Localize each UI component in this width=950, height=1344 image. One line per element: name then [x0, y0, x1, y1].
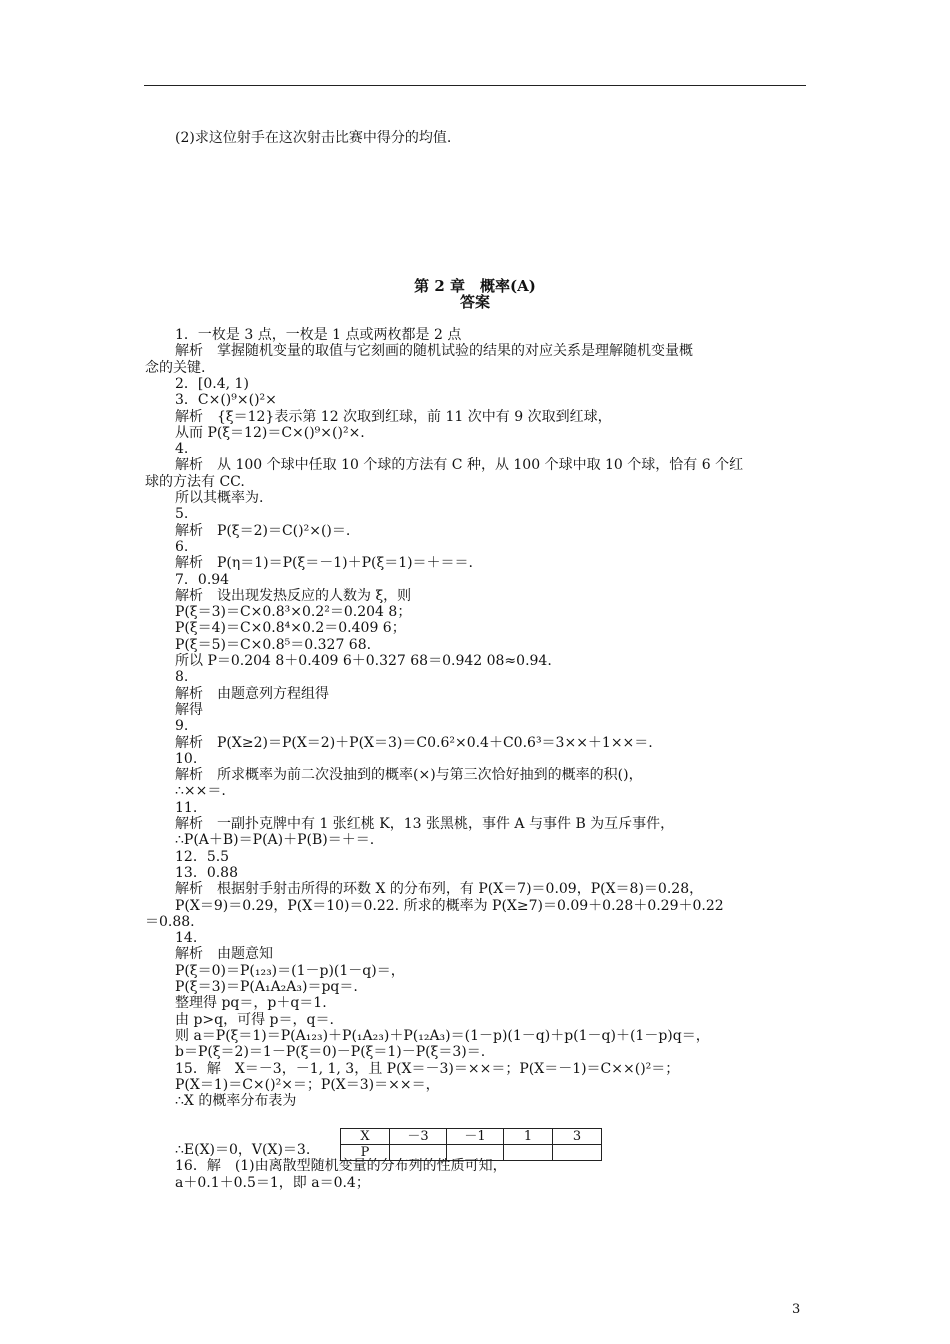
- answer-line: a＋0.1＋0.5＝1，即 a＝0.4；: [175, 1174, 370, 1191]
- answer-line: 6.: [175, 538, 189, 555]
- answer-line: 解析 从 100 个球中任取 10 个球的方法有 C 种，从 100 个球中取 10 个球，恰有 6 个红: [175, 457, 744, 474]
- answer-line: 所以 P＝0.204 8＋0.409 6＋0.327 68＝0.942 08≈0.94.: [175, 653, 552, 669]
- answer-line: 解析 根据射手射击所得的环数 X 的分布列，有 P(X＝7)＝0.09，P(X＝8)＝0.28，: [175, 881, 704, 898]
- table-cell: －1: [447, 1129, 504, 1145]
- answer-line: 从而 P(ξ＝12)＝C×()⁹×()²×.: [175, 424, 365, 441]
- answer-line: 解析 掌握随机变量的取值与它刻画的随机试验的结果的对应关系是理解随机变量概: [175, 343, 693, 360]
- answer-line: 10.: [175, 750, 198, 767]
- table-cell: X: [341, 1129, 390, 1145]
- answer-line: 15．解 X＝－3，－1, 1, 3，且 P(X＝－3)＝××＝；P(X＝－1)＝C××()²＝；: [175, 1060, 680, 1077]
- answer-line: P(X＝9)＝0.29，P(X＝10)＝0.22. 所求的概率为 P(X≥7)＝0.09＋0.28＋0.29＋0.22: [175, 897, 724, 914]
- answer-line: 念的关键.: [145, 359, 206, 376]
- answer-line: 14.: [175, 930, 198, 947]
- table-cell: 1: [504, 1129, 553, 1145]
- answer-line: P(ξ＝3)＝P(A₁A₂A₃)＝pq＝.: [175, 979, 358, 995]
- answer-line: ∴P(A＋B)＝P(A)＋P(B)＝＋＝.: [175, 832, 375, 849]
- answer-line: 解析 {ξ＝12}表示第 12 次取到红球，前 11 次中有 9 次取到红球，: [175, 408, 612, 425]
- answer-line: P(ξ＝3)＝C×0.8³×0.2²＝0.204 8；: [175, 604, 412, 621]
- chapter-title: 第 2 章 概率(A): [414, 277, 536, 295]
- answer-line: ∴E(X)＝0，V(X)＝3.: [175, 1142, 311, 1158]
- answer-line: 所以其概率为.: [175, 490, 264, 506]
- distribution-table: [340, 1128, 602, 1161]
- answer-line: 4.: [175, 441, 189, 458]
- answer-line: 2．[0.4, 1): [175, 375, 249, 392]
- answer-line: 则 a＝P(ξ＝1)＝P(A₁₂₃)＋P(₁A₂₃)＋P(₁₂A₃)＝(1－p)(1－q)＋p(1－q)＋(1－p)q＝，: [175, 1027, 710, 1044]
- answer-line: 8.: [175, 669, 189, 686]
- answer-line: 球的方法有 CC.: [145, 473, 245, 490]
- answer-line: 1．一枚是 3 点，一枚是 1 点或两枚都是 2 点: [175, 327, 462, 343]
- answer-line: 整理得 pq＝，p＋q＝1.: [175, 995, 327, 1012]
- answer-line: 解析 由题意列方程组得: [175, 685, 329, 702]
- answer-line: P(ξ＝4)＝C×0.8⁴×0.2＝0.409 6；: [175, 620, 406, 637]
- answer-line: b＝P(ξ＝2)＝1－P(ξ＝0)－P(ξ＝1)－P(ξ＝3)＝.: [175, 1044, 486, 1061]
- answer-line: P(ξ＝5)＝C×0.8⁵＝0.327 68.: [175, 636, 372, 653]
- answer-line: 3．C×()⁹×()²×: [175, 392, 277, 409]
- answer-line: 13．0.88: [175, 864, 238, 881]
- answer-line: 9.: [175, 718, 189, 735]
- table-cell: [390, 1145, 447, 1161]
- answer-line: 12．5.5: [175, 848, 230, 865]
- answer-line: 11.: [175, 799, 198, 816]
- table-cell: [504, 1145, 553, 1161]
- answer-line: 解析 由题意知: [175, 946, 273, 963]
- page-number: 3: [792, 1302, 801, 1317]
- table-cell: 3: [553, 1129, 602, 1145]
- table-cell: [553, 1145, 602, 1161]
- answer-line: ∴××＝.: [175, 783, 226, 800]
- answer-line: 7．0.94: [175, 571, 230, 588]
- answer-line: 解得: [175, 701, 203, 718]
- answer-heading: 答案: [459, 293, 490, 311]
- answer-line: 解析 P(η＝1)＝P(ξ＝－1)＋P(ξ＝1)＝＋＝＝.: [175, 555, 474, 572]
- answer-line: 解析 P(ξ＝2)＝C()²×()＝.: [175, 522, 351, 539]
- answer-line: 解析 设出现发热反应的人数为 ξ，则: [175, 587, 412, 604]
- answer-line: 由 p>q，可得 p＝，q＝.: [175, 1011, 334, 1028]
- header-rule: [144, 85, 806, 86]
- answer-line: 16．解 (1)由离散型随机变量的分布列的性质可知，: [175, 1158, 507, 1175]
- answer-line: ∴X 的概率分布表为: [175, 1093, 297, 1110]
- table-row: [341, 1145, 602, 1161]
- table-cell: P: [341, 1145, 390, 1161]
- answer-line: P(ξ＝0)＝P(₁₂₃)＝(1－p)(1－q)＝，: [175, 962, 405, 979]
- question-text: (2)求这位射手在这次射击比赛中得分的均值.: [175, 130, 452, 146]
- answer-line: 解析 P(X≥2)＝P(X＝2)＋P(X＝3)＝C0.6²×0.4＋C0.6³＝3××＋1××＝.: [175, 734, 653, 751]
- answer-line: P(X＝1)＝C×()²×＝；P(X＝3)＝××＝，: [175, 1076, 440, 1093]
- answer-line: 解析 所求概率为前二次没抽到的概率(×)与第三次恰好抽到的概率的积()，: [175, 767, 643, 784]
- table-cell: [447, 1145, 504, 1161]
- table-row: [341, 1129, 602, 1145]
- table-cell: －3: [390, 1129, 447, 1145]
- answer-line: ＝0.88.: [145, 913, 195, 930]
- answer-line: 5.: [175, 506, 189, 523]
- answer-line: 解析 一副扑克牌中有 1 张红桃 K，13 张黑桃，事件 A 与事件 B 为互斥事件，: [175, 816, 675, 832]
